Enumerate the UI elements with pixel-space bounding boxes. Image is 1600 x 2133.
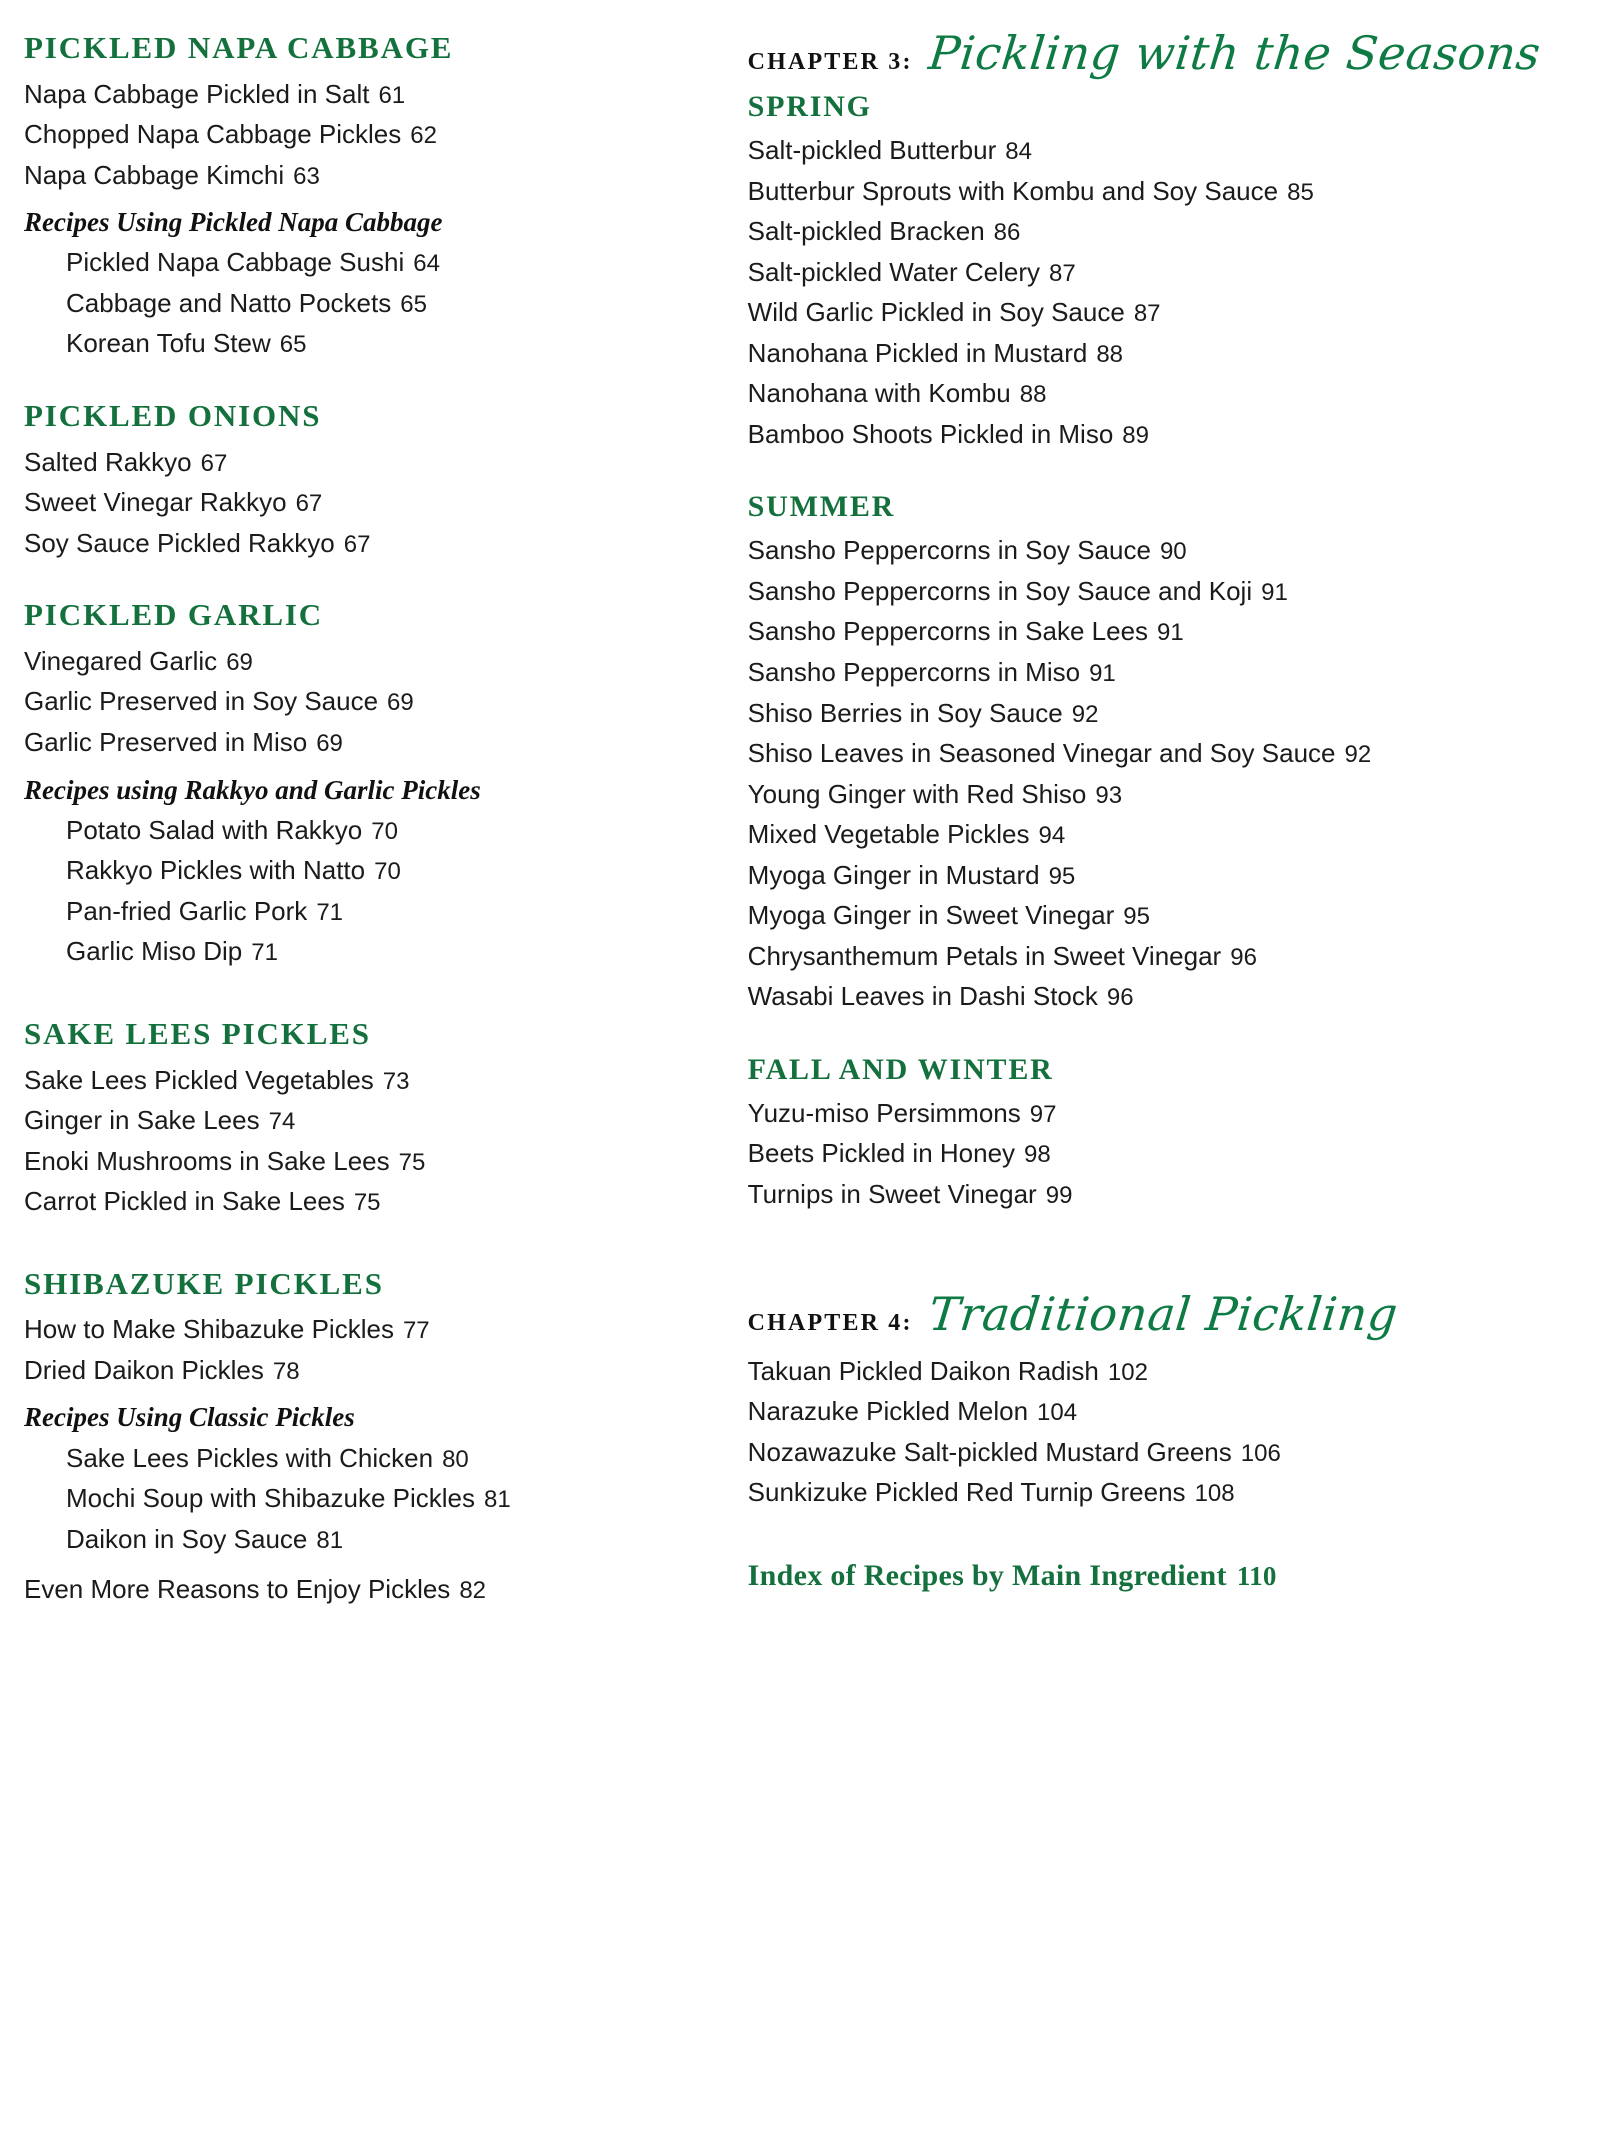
- toc-entry[interactable]: [24, 681, 708, 722]
- toc-entry[interactable]: [24, 1309, 708, 1350]
- entry-title: Sansho Peppercorns in Miso: [747, 657, 1081, 688]
- entry-title: Yuzu-miso Persimmons: [747, 1097, 1021, 1128]
- entry-title: Sunkizuke Pickled Red Turnip Greens: [747, 1477, 1186, 1508]
- entry-title: Napa Cabbage Kimchi: [24, 159, 285, 190]
- toc-entry[interactable]: [24, 323, 708, 364]
- entry-title: Chopped Napa Cabbage Pickles: [24, 119, 402, 150]
- entry-page: 85: [1287, 178, 1314, 206]
- entry-title: Mixed Vegetable Pickles: [747, 819, 1030, 850]
- toc-entry[interactable]: [748, 1174, 1540, 1215]
- section-pickled-onions: [24, 398, 708, 563]
- entry-title: Young Ginger with Red Shiso: [747, 778, 1087, 809]
- toc-entry[interactable]: [748, 855, 1540, 896]
- season-heading: FALL AND WINTER: [747, 1052, 1054, 1086]
- entry-page: 98: [1024, 1141, 1051, 1169]
- entry-page: 87: [1049, 259, 1076, 287]
- entry-page: 87: [1133, 300, 1161, 328]
- index-page: 110: [1236, 1560, 1277, 1591]
- toc-entry[interactable]: [748, 292, 1540, 333]
- spacer: [24, 1559, 708, 1569]
- entry-page: 82: [459, 1577, 487, 1605]
- entry-title: Sansho Peppercorns in Sake Lees: [747, 616, 1149, 647]
- entry-page: 102: [1107, 1358, 1148, 1386]
- spacer: [748, 1251, 1540, 1291]
- entry-page: 84: [1005, 138, 1032, 165]
- entry-page: 71: [316, 898, 344, 926]
- section-heading: PICKLED GARLIC: [24, 597, 324, 633]
- entry-page: 108: [1194, 1480, 1235, 1508]
- entry-title: Sake Lees Pickles with Chicken: [66, 1442, 434, 1473]
- entry-title: Myoga Ginger in Mustard: [747, 859, 1040, 890]
- toc-entry[interactable]: [748, 895, 1540, 936]
- entry-title: Sansho Peppercorns in Soy Sauce: [747, 535, 1151, 566]
- entry-title: Wasabi Leaves in Dashi Stock: [747, 981, 1098, 1012]
- toc-entry[interactable]: [748, 774, 1540, 815]
- toc-entry[interactable]: [748, 652, 1540, 693]
- entry-page: 94: [1038, 822, 1066, 850]
- toc-entry[interactable]: [24, 850, 708, 891]
- entry-title: How to Make Shibazuke Pickles: [24, 1314, 394, 1345]
- toc-entry[interactable]: [24, 722, 708, 763]
- entry-page: 71: [251, 939, 278, 967]
- toc-right-column: [728, 26, 1543, 2093]
- toc-entry[interactable]: [24, 523, 708, 564]
- entry-page: 63: [293, 162, 320, 190]
- entry-title: Nanohana Pickled in Mustard: [747, 337, 1088, 368]
- toc-entry[interactable]: [748, 171, 1540, 212]
- entry-title: Shiso Leaves in Seasoned Vinegar and Soy Sauce: [747, 738, 1336, 769]
- entry-page: 95: [1123, 903, 1150, 931]
- entry-page: 67: [295, 490, 323, 518]
- entry-page: 64: [413, 250, 440, 278]
- toc-entry[interactable]: [748, 333, 1540, 374]
- season-heading: SPRING: [747, 90, 872, 123]
- entry-page: 73: [382, 1067, 410, 1095]
- entry-title: Wild Garlic Pickled in Soy Sauce: [747, 297, 1125, 328]
- entry-page: 67: [200, 449, 228, 477]
- toc-entry[interactable]: [24, 155, 708, 196]
- entry-title: Rakkyo Pickles with Natto: [66, 855, 366, 886]
- toc-entry[interactable]: [24, 482, 708, 523]
- entry-title: Enoki Mushrooms in Sake Lees: [24, 1145, 390, 1176]
- section-subheading: Recipes using Rakkyo and Garlic Pickles: [24, 774, 481, 805]
- toc-entry[interactable]: [748, 211, 1540, 252]
- chapter-label: CHAPTER 3:: [747, 49, 913, 75]
- entry-page: 74: [268, 1108, 296, 1136]
- entry-title: Salt-pickled Butterbur: [747, 135, 997, 165]
- entry-page: 93: [1095, 781, 1123, 809]
- entry-page: 77: [402, 1317, 430, 1345]
- entry-page: 91: [1261, 578, 1288, 606]
- toc-entry[interactable]: [24, 1438, 708, 1479]
- entry-title: Myoga Ginger in Sweet Vinegar: [747, 900, 1115, 931]
- entry-page: 69: [387, 689, 414, 717]
- chapter-4-entries: [748, 1351, 1540, 1513]
- toc-entry[interactable]: [748, 130, 1540, 171]
- toc-entry[interactable]: [24, 641, 708, 682]
- chapter-title: Traditional Pickling: [925, 1286, 1400, 1341]
- entry-title: Nanohana with Kombu: [747, 378, 1011, 409]
- toc-entry[interactable]: [748, 1472, 1540, 1513]
- entry-title: Garlic Miso Dip: [66, 936, 243, 967]
- section-sake-lees-pickles: [24, 1016, 708, 1222]
- entry-title: Beets Pickled in Honey: [747, 1138, 1016, 1169]
- toc-entry[interactable]: [24, 442, 708, 483]
- section-subheading: Recipes Using Pickled Napa Cabbage: [24, 207, 443, 238]
- section-heading: SAKE LEES PICKLES: [24, 1015, 371, 1051]
- section-pickled-garlic: [24, 597, 708, 972]
- toc-entry[interactable]: [24, 1519, 708, 1560]
- toc-entry[interactable]: [24, 1181, 708, 1222]
- entry-title: Napa Cabbage Pickled in Salt: [24, 78, 370, 109]
- entry-title: Turnips in Sweet Vinegar: [747, 1179, 1037, 1210]
- season-spring: [748, 90, 1540, 454]
- entry-title: Salt-pickled Bracken: [747, 216, 985, 247]
- toc-entry[interactable]: [748, 414, 1540, 455]
- toc-entry[interactable]: [24, 931, 708, 972]
- season-fall-and-winter: [748, 1053, 1540, 1215]
- entry-title: Takuan Pickled Daikon Radish: [747, 1355, 1099, 1386]
- entry-page: 92: [1344, 741, 1372, 769]
- entry-page: 81: [483, 1486, 511, 1514]
- entry-page: 61: [378, 81, 406, 109]
- entry-title: Garlic Preserved in Miso: [24, 727, 308, 758]
- toc-entry[interactable]: [24, 74, 708, 115]
- entry-page: 88: [1096, 340, 1124, 368]
- entry-page: 88: [1019, 381, 1047, 409]
- section-shibazuke-pickles: [24, 1266, 708, 1610]
- toc-entry[interactable]: [24, 1478, 708, 1519]
- entry-page: 106: [1240, 1439, 1281, 1467]
- toc-entry[interactable]: [748, 693, 1540, 734]
- toc-entry-closing[interactable]: [24, 1569, 708, 1610]
- chapter-label: CHAPTER 4:: [747, 1309, 913, 1336]
- toc-entry[interactable]: [24, 283, 708, 324]
- entry-title: Sweet Vinegar Rakkyo: [24, 487, 287, 518]
- entry-page: 62: [410, 122, 437, 150]
- season-summer: [748, 490, 1540, 1017]
- entry-title: Butterbur Sprouts with Kombu and Soy Sauce: [747, 175, 1279, 206]
- toc-entry[interactable]: [748, 1093, 1540, 1134]
- entry-page: 96: [1230, 943, 1257, 971]
- toc-entry[interactable]: [748, 814, 1540, 855]
- entry-title: Daikon in Soy Sauce: [66, 1523, 308, 1554]
- entry-page: 67: [343, 530, 371, 558]
- entry-page: 96: [1106, 984, 1134, 1012]
- toc-entry[interactable]: [748, 1432, 1540, 1473]
- section-subheading: Recipes Using Classic Pickles: [24, 1402, 355, 1433]
- toc-entry[interactable]: [24, 114, 708, 155]
- section-heading: PICKLED ONIONS: [24, 398, 322, 434]
- entry-title: Carrot Pickled in Sake Lees: [24, 1186, 345, 1217]
- entry-page: 91: [1089, 660, 1116, 688]
- entry-title: Cabbage and Natto Pockets: [66, 287, 392, 318]
- entry-page: 80: [442, 1445, 469, 1473]
- entry-page: 95: [1048, 862, 1076, 890]
- entry-page: 89: [1122, 421, 1149, 449]
- toc-entry[interactable]: [748, 1133, 1540, 1174]
- entry-title: Vinegared Garlic: [24, 645, 218, 676]
- toc-entry[interactable]: [748, 571, 1540, 612]
- entry-title: Shiso Berries in Soy Sauce: [747, 697, 1063, 728]
- entry-title: Soy Sauce Pickled Rakkyo: [24, 527, 335, 558]
- entry-page: 92: [1071, 700, 1099, 728]
- entry-title: Sake Lees Pickled Vegetables: [24, 1064, 374, 1095]
- chapter-title: Pickling with the Seasons: [925, 26, 1543, 80]
- entry-page: 91: [1157, 619, 1184, 647]
- toc-entry[interactable]: [748, 1351, 1540, 1392]
- index-entry[interactable]: [748, 1559, 1540, 1593]
- toc-entry[interactable]: [748, 373, 1540, 414]
- toc-entry[interactable]: [24, 810, 708, 851]
- toc-entry[interactable]: [24, 242, 708, 283]
- entry-title: Bamboo Shoots Pickled in Miso: [747, 418, 1114, 449]
- entry-title: Dried Daikon Pickles: [24, 1354, 264, 1385]
- entry-title: Potato Salad with Rakkyo: [66, 814, 363, 845]
- spacer: [24, 1256, 708, 1266]
- entry-page: 69: [226, 648, 253, 676]
- toc-entry[interactable]: [24, 1141, 708, 1182]
- entry-page: 70: [374, 858, 401, 886]
- entry-title: Narazuke Pickled Melon: [747, 1396, 1029, 1427]
- toc-entry[interactable]: [748, 936, 1540, 977]
- entry-page: 65: [400, 290, 427, 318]
- entry-title: Mochi Soup with Shibazuke Pickles: [66, 1483, 475, 1514]
- entry-title: Even More Reasons to Enjoy Pickles: [24, 1574, 451, 1605]
- section-heading: PICKLED NAPA CABBAGE: [24, 30, 454, 65]
- toc-entry[interactable]: [748, 1391, 1540, 1432]
- entry-title: Salt-pickled Water Celery: [747, 256, 1041, 287]
- season-heading: SUMMER: [747, 490, 896, 524]
- toc-entry[interactable]: [24, 1350, 708, 1391]
- section-heading: SHIBAZUKE PICKLES: [24, 1265, 384, 1301]
- toc-entry[interactable]: [748, 530, 1540, 571]
- entry-page: 99: [1045, 1182, 1073, 1210]
- chapter-3-header: [747, 26, 1543, 80]
- toc-entry[interactable]: [748, 733, 1540, 774]
- entry-page: 86: [993, 219, 1021, 247]
- entry-title: Pickled Napa Cabbage Sushi: [66, 247, 405, 278]
- toc-entry[interactable]: [24, 891, 708, 932]
- entry-title: Pan-fried Garlic Pork: [66, 895, 308, 926]
- entry-title: Garlic Preserved in Soy Sauce: [24, 686, 379, 717]
- entry-title: Chrysanthemum Petals in Sweet Vinegar: [747, 940, 1222, 971]
- chapter-4-header: [747, 1286, 1540, 1341]
- entry-page: 75: [398, 1148, 426, 1176]
- entry-page: 78: [272, 1357, 300, 1385]
- toc-entry[interactable]: [24, 1100, 708, 1141]
- entry-page: 70: [371, 817, 398, 845]
- entry-title: Korean Tofu Stew: [66, 328, 271, 359]
- entry-title: Ginger in Sake Lees: [24, 1105, 260, 1136]
- entry-title: Nozawazuke Salt-pickled Mustard Greens: [747, 1436, 1232, 1467]
- toc-left-column: [24, 30, 728, 2093]
- entry-page: 90: [1159, 538, 1187, 566]
- spacer: [24, 1006, 708, 1016]
- entry-page: 75: [353, 1189, 381, 1217]
- entry-page: 104: [1037, 1399, 1078, 1427]
- entry-title: Salted Rakkyo: [24, 446, 192, 477]
- toc-entry[interactable]: [748, 976, 1540, 1017]
- entry-title: Sansho Peppercorns in Soy Sauce and Koji: [747, 575, 1253, 606]
- section-pickled-napa-cabbage: [24, 30, 708, 364]
- toc-entry[interactable]: [24, 1060, 708, 1101]
- index-title: Index of Recipes by Main Ingredient: [747, 1558, 1227, 1592]
- toc-entry[interactable]: [748, 611, 1540, 652]
- entry-page: 65: [279, 331, 307, 359]
- entry-page: 81: [316, 1526, 344, 1554]
- toc-entry[interactable]: [748, 252, 1540, 293]
- entry-page: 69: [316, 730, 343, 758]
- entry-page: 97: [1029, 1100, 1057, 1128]
